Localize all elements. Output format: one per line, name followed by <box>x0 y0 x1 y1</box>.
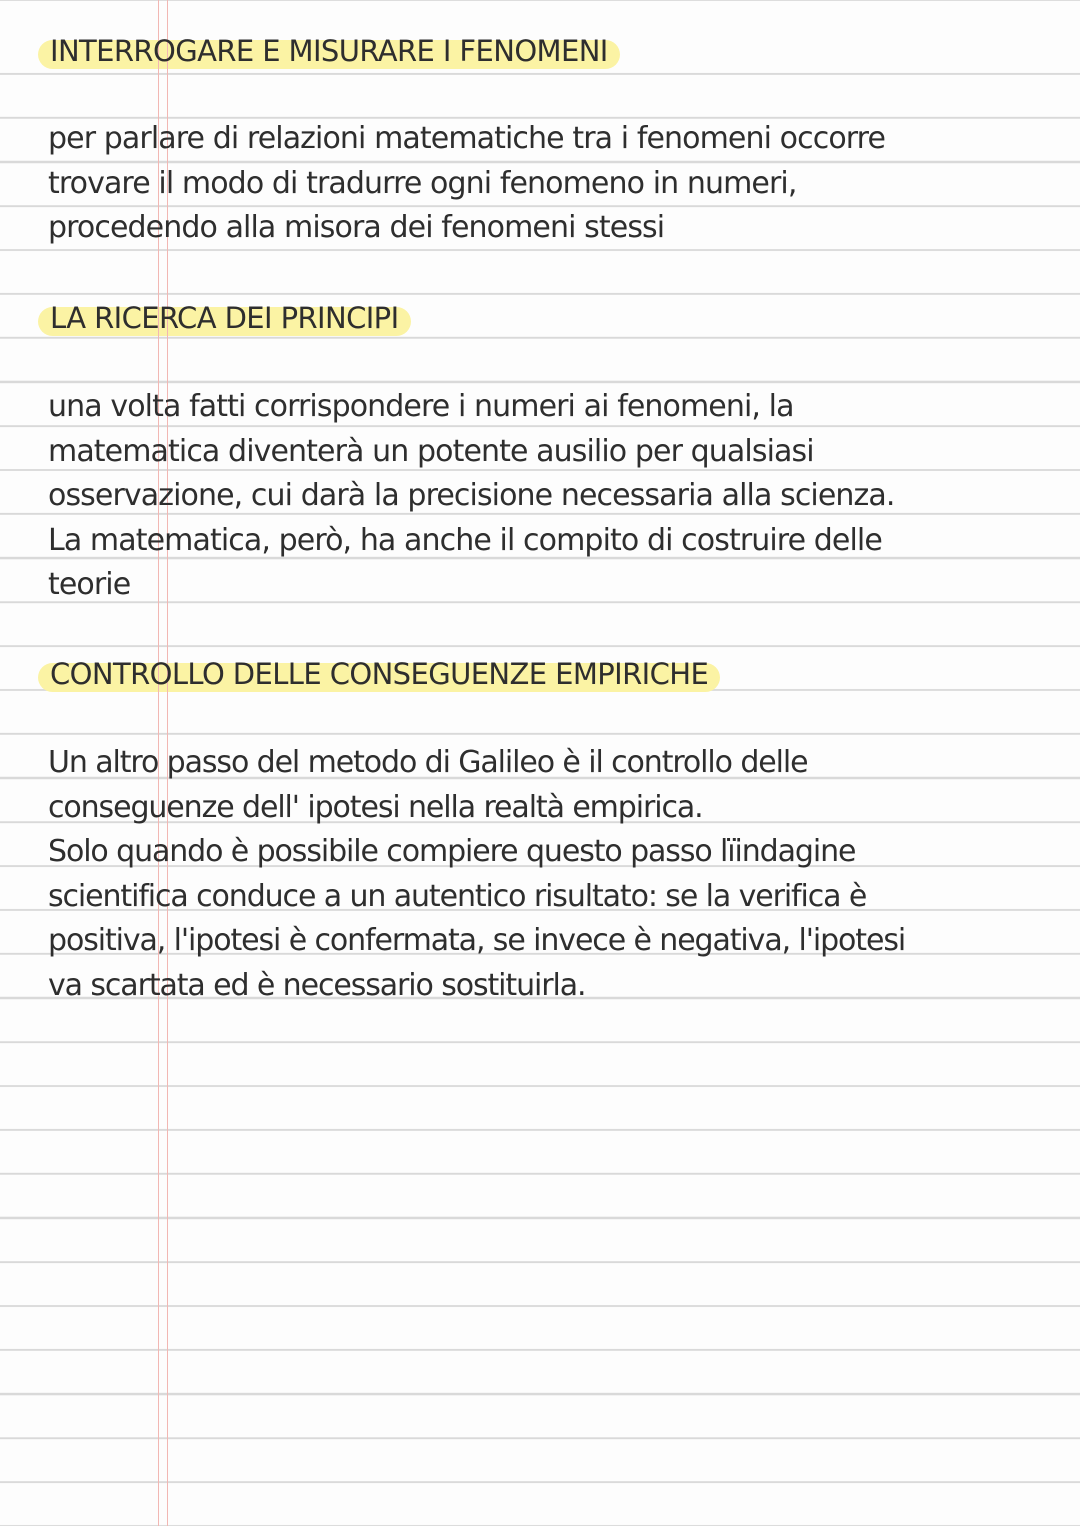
section-paragraph-1 <box>48 117 885 251</box>
text-line: Solo quando è possibile compiere questo passo lïindagine <box>48 834 856 869</box>
section-paragraph-2 <box>48 385 895 608</box>
text-line: matematica diventerà un potente ausilio per qualsiasi <box>48 433 814 469</box>
text-line: positiva, l'ipotesi è confermata, se invece è negativa, l'ipotesi <box>48 923 906 958</box>
text-line: va scartata ed è necessario sostituirla. <box>48 967 586 1003</box>
text-line: scientifica conduce a un autentico risultato: se la verifica è <box>48 878 867 914</box>
section-heading-2 <box>48 296 405 340</box>
text-line: procedendo alla misora dei fenomeni stessi <box>48 210 665 245</box>
heading-text: CONTROLLO DELLE CONSEGUENZE EMPIRICHE <box>50 657 709 691</box>
text-line: una volta fatti corrispondere i numeri ai fenomeni, la <box>48 389 794 424</box>
text-line: osservazione, cui darà la precisione necessaria alla scienza. <box>48 478 895 513</box>
text-line: per parlare di relazioni matematiche tra i fenomeni occorre <box>48 121 886 156</box>
section-paragraph-3 <box>48 741 905 1008</box>
text-line: trovare il modo di tradurre ogni fenomeno in numeri, <box>48 165 797 201</box>
highlight <box>48 652 714 696</box>
highlight <box>48 29 614 73</box>
text-line: teorie <box>48 567 131 602</box>
heading-text: INTERROGARE E MISURARE I FENOMENI <box>50 34 608 68</box>
text-line: La matematica, però, ha anche il compito di costruire delle <box>48 522 882 558</box>
heading-text: LA RICERCA DEI PRINCIPI <box>50 301 399 335</box>
text-line: Un altro passo del metodo di Galileo è il controllo delle <box>48 745 808 780</box>
text-line: conseguenze dell' ipotesi nella realtà empirica. <box>48 789 703 825</box>
section-heading-1 <box>48 29 614 73</box>
section-heading-3 <box>48 652 714 696</box>
highlight <box>48 296 405 340</box>
